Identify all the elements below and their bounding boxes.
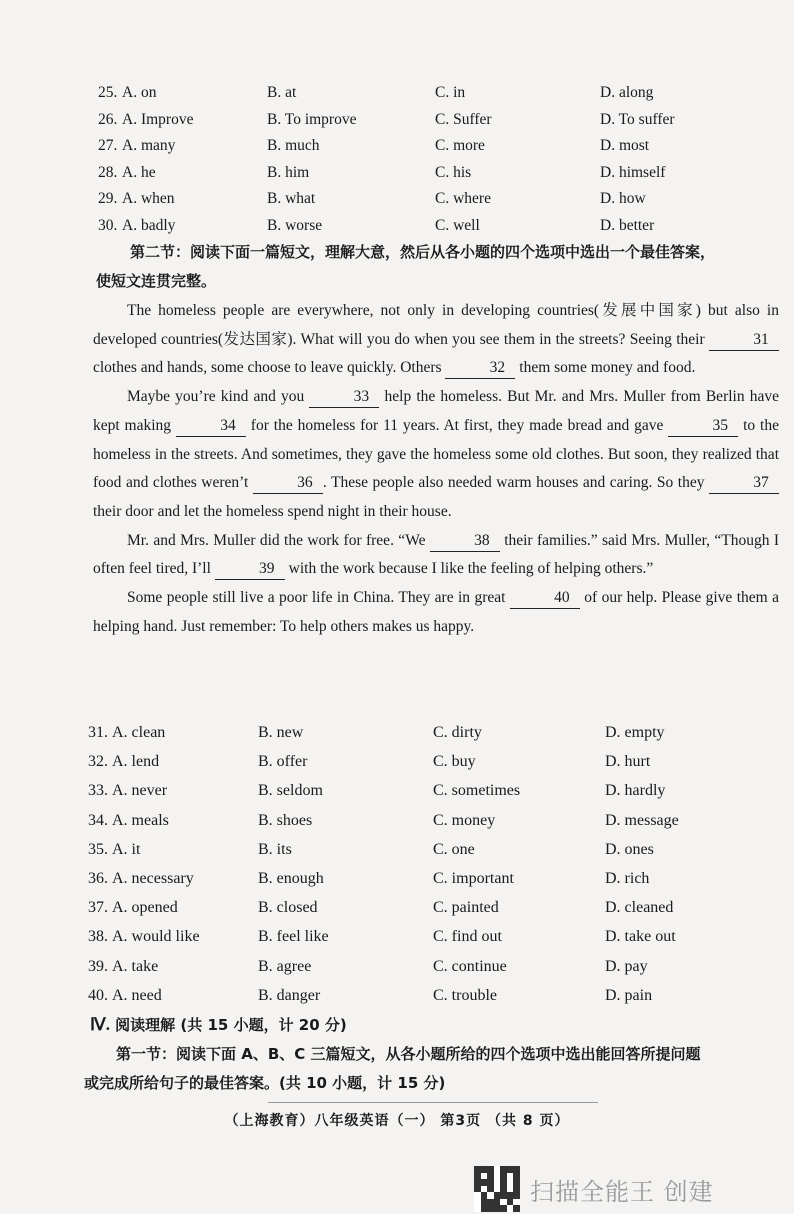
option-b: B. shoes (258, 811, 313, 829)
option-c: C. more (435, 137, 485, 155)
option-a: A. necessary (112, 869, 194, 887)
blank-39: 39 (215, 559, 285, 580)
option-c: C. painted (433, 899, 499, 917)
option-b: B. him (267, 163, 310, 181)
passage-text: their families.” said Mrs. Muller, “Though I often feel tired, I’ll (93, 531, 780, 578)
option-a: A. take (112, 957, 159, 975)
option-row (0, 84, 794, 111)
option-c: C. find out (433, 928, 502, 946)
passage-text: clothes and hands, some choose to leave quickly. Others (93, 359, 446, 377)
option-d: D. how (600, 190, 646, 208)
option-c: C. one (433, 840, 475, 858)
option-d: D. message (605, 811, 679, 829)
option-row (0, 190, 794, 217)
question-number: 35. (88, 840, 108, 858)
option-d: D. along (600, 84, 654, 101)
option-row (0, 782, 794, 811)
passage-paragraph (93, 297, 779, 383)
question-number: 30. (98, 216, 118, 234)
option-a: A. meals (112, 811, 169, 829)
option-c: C. well (435, 216, 480, 234)
option-row (0, 928, 794, 957)
option-c: C. buy (433, 753, 476, 771)
option-d: D. most (600, 137, 650, 155)
section-iv-numeral: Ⅳ. (90, 1015, 110, 1034)
scanner-watermark (474, 1166, 714, 1212)
scanner-watermark-text: 扫描全能王 创建 (530, 1177, 714, 1206)
options-list-31-40 (0, 724, 794, 1016)
question-number: 29. (98, 190, 118, 208)
option-a: A. would like (112, 928, 200, 946)
passage-paragraph (93, 527, 779, 584)
passage-paragraph (93, 584, 779, 641)
section-2-heading-line1: 第二节：阅读下面一篇短文，理解大意，然后从各小题的四个选项中选出一个最佳答案， (130, 243, 716, 261)
page-footer: （上海教育）八年级英语（一） 第3页 （共 8 页） (224, 1113, 570, 1129)
option-row (0, 958, 794, 987)
blank-36: 36 (253, 473, 323, 494)
option-row (0, 870, 794, 899)
question-number: 26. (98, 110, 118, 128)
option-b: B. closed (258, 899, 318, 917)
question-number: 34. (88, 811, 108, 829)
option-d: D. empty (605, 724, 665, 741)
option-c: C. important (433, 869, 514, 887)
blank-31: 31 (709, 330, 779, 351)
option-d: D. ones (605, 840, 654, 858)
option-b: B. much (267, 137, 320, 155)
option-row (0, 137, 794, 164)
passage-text: with the work because I like the feeling of helping others.” (284, 560, 654, 578)
section-iv-instructions-line1: 第一节：阅读下面 A、B、C 三篇短文，从各小题所给的四个选项中选出能回答所提问题 (116, 1045, 701, 1063)
option-b: B. danger (258, 986, 321, 1004)
section-2-heading-line2: 使短文连贯完整。 (96, 272, 217, 290)
option-c: C. continue (433, 957, 507, 975)
option-d: D. To suffer (600, 110, 675, 128)
option-c: C. in (435, 84, 466, 101)
option-a: A. never (112, 782, 168, 800)
option-c: C. money (433, 811, 496, 829)
option-d: D. take out (605, 928, 676, 946)
blank-34: 34 (176, 416, 246, 437)
option-b: B. seldom (258, 782, 323, 800)
question-number: 25. (98, 84, 118, 101)
option-c: C. Suffer (435, 110, 492, 128)
option-c: C. dirty (433, 724, 482, 741)
option-b: B. worse (267, 216, 323, 234)
option-d: D. cleaned (605, 899, 674, 917)
option-a: A. he (122, 163, 156, 181)
passage-text: to the homeless in the streets. And sometimes, they gave the homeless some old clothes. But soon, they realized that food and clothes weren’t (93, 416, 779, 492)
section-iv-instructions-line2: 或完成所给句子的最佳答案。(共 10 小题，计 15 分) (84, 1074, 446, 1092)
option-a: A. badly (122, 216, 176, 234)
passage-text: The homeless people are everywhere, not only in developing countries(发展中国家) but also in developed countries(发达国家). What will you do when you see them in the streets? Seeing their (93, 302, 779, 348)
option-row (0, 753, 794, 782)
option-row (0, 164, 794, 191)
option-c: C. where (435, 190, 491, 208)
options-list-25-30 (0, 84, 794, 244)
option-b: B. its (258, 840, 292, 858)
option-b: B. To improve (267, 110, 357, 128)
option-d: D. hurt (605, 753, 651, 771)
question-number: 40. (88, 986, 108, 1004)
section-iv-heading (90, 1014, 347, 1035)
section-iv-title: 阅读理解 (共 15 小题，计 20 分) (109, 1016, 347, 1034)
option-a: A. opened (112, 899, 178, 917)
question-number: 37. (88, 899, 108, 917)
question-number: 32. (88, 753, 108, 771)
section-iv-instructions (84, 1040, 784, 1098)
passage-text: Some people still live a poor life in China. They are in great (127, 589, 510, 607)
blank-40: 40 (510, 588, 580, 609)
option-a: A. when (122, 190, 175, 208)
question-number: 33. (88, 782, 108, 800)
option-b: B. offer (258, 753, 308, 771)
option-a: A. many (122, 137, 176, 155)
option-a: A. Improve (122, 110, 194, 128)
option-b: B. agree (258, 957, 312, 975)
option-d: D. pay (605, 957, 648, 975)
option-b: B. what (267, 190, 316, 208)
option-row (0, 111, 794, 138)
passage-text: help the homeless. But Mr. and Mrs. Muller from Berlin have kept making (93, 388, 779, 434)
option-c: C. his (435, 163, 472, 181)
option-d: D. better (600, 216, 655, 234)
option-a: A. need (112, 986, 162, 1004)
passage-text: . These people also needed warm houses and caring. So they (322, 474, 709, 492)
option-row (0, 899, 794, 928)
passage-text: Maybe you’re kind and you (127, 388, 310, 406)
question-number: 39. (88, 957, 108, 975)
option-d: D. hardly (605, 782, 666, 800)
blank-38: 38 (430, 531, 500, 552)
passage-text: for the homeless for 11 years. At first, they made bread and gave (245, 416, 669, 434)
qr-code-icon (474, 1166, 520, 1212)
option-d: D. pain (605, 986, 653, 1004)
option-a: A. clean (112, 724, 166, 741)
option-c: C. sometimes (433, 782, 521, 800)
blank-32: 32 (445, 358, 515, 379)
option-a: A. it (112, 840, 141, 858)
option-a: A. lend (112, 753, 160, 771)
question-number: 28. (98, 163, 118, 181)
passage-text: of our help. Please give them a helping hand. Just remember: To help others makes us happy. (93, 589, 780, 635)
option-row (0, 724, 794, 753)
cloze-passage (93, 297, 779, 641)
footer-divider (268, 1102, 598, 1103)
blank-37: 37 (709, 473, 779, 494)
passage-text: them some money and food. (515, 359, 696, 377)
blank-35: 35 (668, 416, 738, 437)
option-b: B. new (258, 724, 304, 741)
option-c: C. trouble (433, 986, 497, 1004)
question-number: 36. (88, 869, 108, 887)
passage-text: their door and let the homeless spend night in their house. (93, 502, 452, 520)
question-number: 38. (88, 928, 108, 946)
option-row (0, 812, 794, 841)
option-a: A. on (122, 84, 157, 101)
question-number: 27. (98, 137, 118, 155)
option-row (0, 841, 794, 870)
blank-33: 33 (309, 387, 379, 408)
option-row (0, 987, 794, 1016)
option-b: B. enough (258, 869, 324, 887)
option-d: D. rich (605, 869, 650, 887)
question-number: 31. (88, 724, 108, 741)
option-b: B. at (267, 84, 297, 101)
passage-paragraph (93, 383, 779, 527)
option-d: D. himself (600, 163, 666, 181)
section-2-heading (96, 238, 786, 296)
option-b: B. feel like (258, 928, 329, 946)
passage-text: Mr. and Mrs. Muller did the work for free. “We (127, 531, 430, 549)
